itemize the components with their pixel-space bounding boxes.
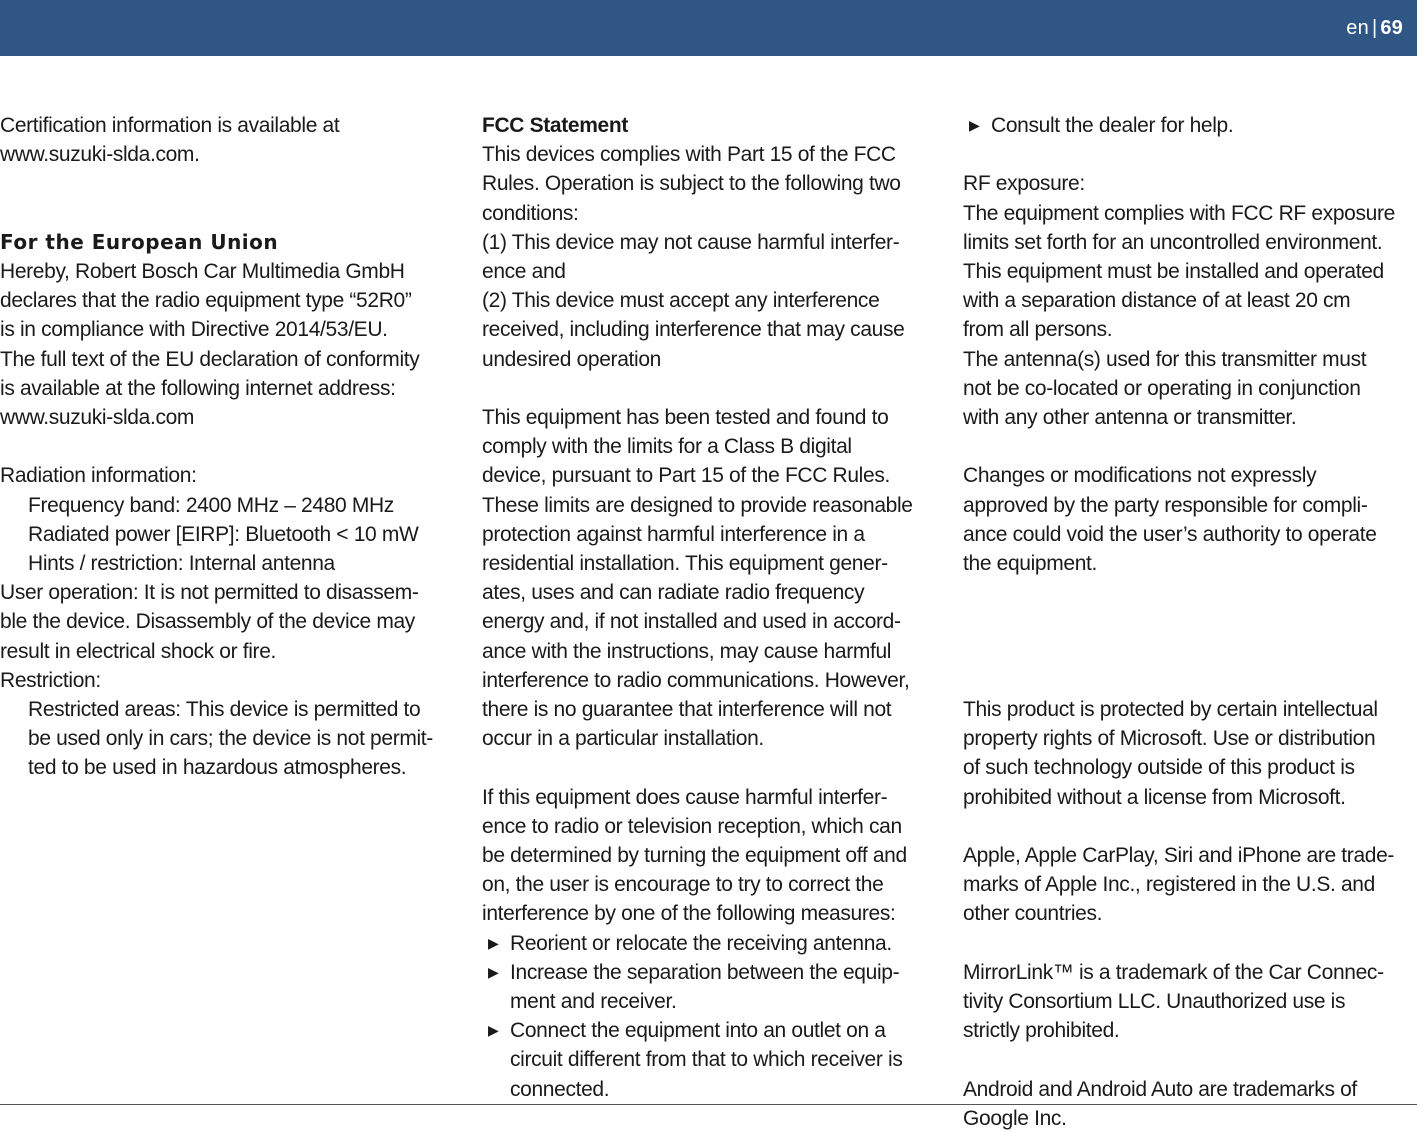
rf-line: This equipment must be installed and operated xyxy=(963,260,1384,283)
rf-line: from all persons. xyxy=(963,318,1113,342)
restriction-heading: Restriction: xyxy=(0,668,101,692)
if-line: on, the user is encourage to try to correct the xyxy=(482,873,884,897)
measure-line: Connect the equipment into an outlet on a xyxy=(510,1019,886,1043)
apple-line: other countries. xyxy=(963,902,1103,926)
measure-line: connected. xyxy=(510,1077,610,1101)
fcc-line: received, including interference that may cause xyxy=(482,318,905,342)
apple-line: Apple, Apple CarPlay, Siri and iPhone are trade- xyxy=(963,843,1395,867)
fcc-line: This devices complies with Part 15 of the FCC xyxy=(482,143,896,167)
restriction-line: be used only in cars; the device is not permit- xyxy=(28,727,433,751)
radiation-heading: Radiation information: xyxy=(0,464,197,488)
if-line: ence to radio or television reception, which can xyxy=(482,814,902,838)
fcc-line: (1) This device may not cause harmful interfer- xyxy=(482,230,900,254)
tested-line: energy and, if not installed and used in accord- xyxy=(482,610,901,634)
eu-heading: For the European Union xyxy=(0,229,279,254)
tested-line: occur in a particular installation. xyxy=(482,727,764,751)
header-bar xyxy=(0,0,1417,56)
tested-line: These limits are designed to provide reasonable xyxy=(482,493,913,517)
tested-line: This equipment has been tested and found to xyxy=(482,406,889,430)
android-line: Android and Android Auto are trademarks of xyxy=(963,1077,1357,1101)
restriction-line: Restricted areas: This device is permitted to xyxy=(28,698,421,722)
column-middle xyxy=(482,111,937,1104)
eu-line: Hereby, Robert Bosch Car Multimedia GmbH xyxy=(0,259,405,283)
apple-line: marks of Apple Inc., registered in the U.S. and xyxy=(963,873,1375,897)
rf-line: not be co-located or operating in conjunction xyxy=(963,376,1361,400)
fcc-heading: FCC Statement xyxy=(482,114,628,137)
footer-rule xyxy=(0,1104,1417,1105)
restriction-line: ted to be used in hazardous atmospheres. xyxy=(28,756,407,780)
fcc-line: Rules. Operation is subject to the following two xyxy=(482,172,901,196)
measure-item xyxy=(482,929,937,958)
tested-line: comply with the limits for a Class B digital xyxy=(482,435,852,459)
cert-line-1: Certification information is available at xyxy=(0,114,340,137)
measure-item xyxy=(482,1016,937,1104)
user-op-line: User operation: It is not permitted to disassem- xyxy=(0,581,419,605)
microsoft-line: prohibited without a license from Microsoft. xyxy=(963,785,1346,809)
fcc-line: ence and xyxy=(482,260,566,284)
fcc-line: undesired operation xyxy=(482,347,661,371)
changes-line: the equipment. xyxy=(963,552,1098,576)
triangle-right-icon: ▶ xyxy=(488,963,499,980)
tested-line: device, pursuant to Part 15 of the FCC Rules. xyxy=(482,464,890,488)
rf-line: The equipment complies with FCC RF exposure xyxy=(963,201,1395,225)
fcc-line: (2) This device must accept any interference xyxy=(482,289,880,313)
user-op-line: result in electrical shock or fire. xyxy=(0,639,277,663)
tested-line: protection against harmful interference in a xyxy=(482,522,865,546)
user-op-line: ble the device. Disassembly of the device may xyxy=(0,610,415,634)
measure-item xyxy=(482,958,937,1016)
eu-line: is in compliance with Directive 2014/53/EU. xyxy=(0,318,388,342)
eu-line: The full text of the EU declaration of conformity xyxy=(0,347,420,371)
tested-line: ates, uses and can radiate radio frequency xyxy=(482,581,865,605)
rf-line: The antenna(s) used for this transmitter must xyxy=(963,347,1367,371)
rf-line: with a separation distance of at least 20 cm xyxy=(963,289,1351,313)
triangle-right-icon: ▶ xyxy=(969,117,980,133)
page-label xyxy=(1346,17,1403,40)
rf-heading: RF exposure: xyxy=(963,172,1085,196)
tested-line: there is no guarantee that interference will not xyxy=(482,698,892,722)
android-line: Google Inc. xyxy=(963,1106,1067,1130)
language-code: en xyxy=(1346,17,1369,39)
triangle-right-icon: ▶ xyxy=(488,1022,499,1039)
tested-line: interference to radio communications. However, xyxy=(482,668,910,692)
column-right xyxy=(963,111,1415,1133)
page-number: 69 xyxy=(1380,17,1403,39)
measure-line: ment and receiver. xyxy=(510,990,677,1014)
changes-line: ance could void the user’s authority to operate xyxy=(963,522,1377,546)
eu-line: declares that the radio equipment type “52R0” xyxy=(0,289,412,313)
changes-line: approved by the party responsible for compli- xyxy=(963,493,1368,517)
radiation-item: Frequency band: 2400 MHz – 2480 MHz xyxy=(28,493,394,517)
consult-line: Consult the dealer for help. xyxy=(991,114,1234,137)
eu-line: www.suzuki-slda.com xyxy=(0,406,195,429)
measure-line: circuit different from that to which receiver is xyxy=(510,1048,903,1072)
mirrorlink-line: MirrorLink™ is a trademark of the Car Connec- xyxy=(963,960,1384,984)
radiation-item: Radiated power [EIRP]: Bluetooth < 10 mW xyxy=(28,522,419,546)
changes-line: Changes or modifications not expressly xyxy=(963,464,1317,488)
column-left xyxy=(0,111,455,783)
measure-line: Increase the separation between the equip- xyxy=(510,960,900,984)
fcc-line: conditions: xyxy=(482,201,579,225)
tested-line: ance with the instructions, may cause harmful xyxy=(482,639,892,663)
cert-line-2: www.suzuki-slda.com. xyxy=(0,143,200,167)
microsoft-line: of such technology outside of this product is xyxy=(963,756,1355,780)
rf-line: limits set forth for an uncontrolled environment. xyxy=(963,230,1383,254)
if-line: If this equipment does cause harmful interfer- xyxy=(482,785,888,809)
measure-line: Reorient or relocate the receiving antenna. xyxy=(510,931,892,955)
page-label-separator: | xyxy=(1371,17,1378,39)
microsoft-line: property rights of Microsoft. Use or distribution xyxy=(963,727,1376,751)
radiation-item: Hints / restriction: Internal antenna xyxy=(28,552,335,575)
if-line: be determined by turning the equipment off and xyxy=(482,844,907,868)
mirrorlink-line: strictly prohibited. xyxy=(963,1019,1120,1043)
measure-item xyxy=(963,111,1415,140)
if-line: interference by one of the following measures: xyxy=(482,902,896,926)
tested-line: residential installation. This equipment gener- xyxy=(482,552,888,576)
eu-line: is available at the following internet address: xyxy=(0,376,396,400)
microsoft-line: This product is protected by certain intellectual xyxy=(963,697,1378,721)
triangle-right-icon: ▶ xyxy=(488,934,499,951)
rf-line: with any other antenna or transmitter. xyxy=(963,406,1297,430)
mirrorlink-line: tivity Consortium LLC. Unauthorized use is xyxy=(963,989,1346,1013)
